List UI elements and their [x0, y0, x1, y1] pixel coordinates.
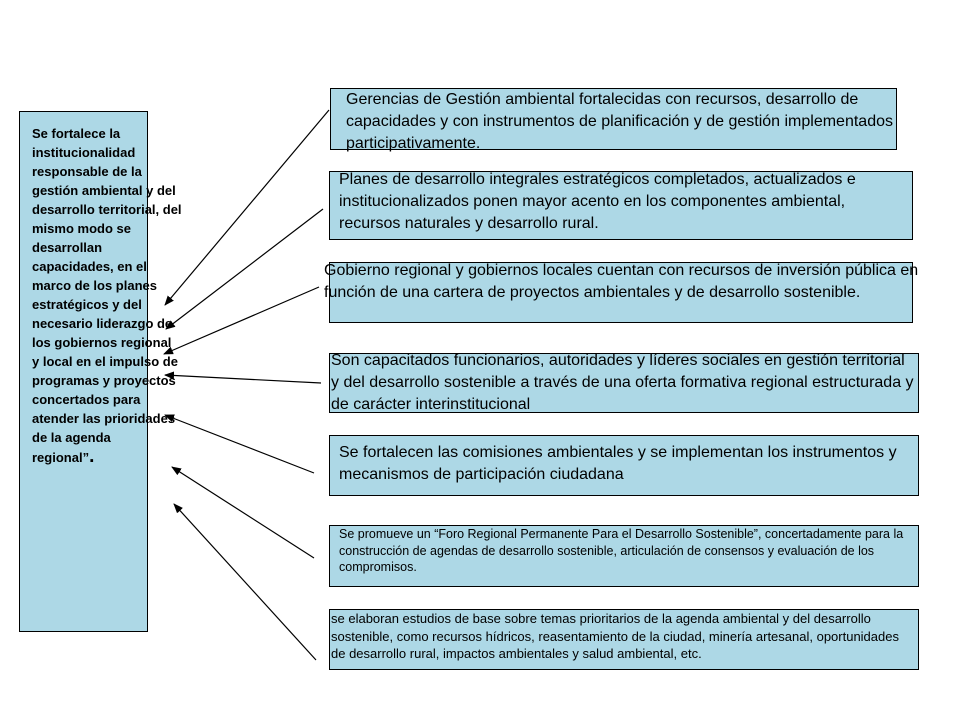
- result-text-5: Se fortalecen las comisiones ambientales y se implementan los instrumentos y mecanismos de participación ciudadana: [339, 444, 897, 483]
- arrow-7: [174, 504, 316, 660]
- central-outcome-period: .: [89, 446, 95, 467]
- arrow-3: [164, 287, 319, 354]
- central-outcome-body: Se fortalece la institucionalidad responsable de la gestión ambiental y del desarrollo territorial, del mismo modo se desarrollan capacidades, en el marco de los planes estratégicos y del necesario liderazgo de los gobiernos regional y local en el impulso de programas y proyectos concertados para atender las prioridades de la agenda: [32, 126, 182, 445]
- result-text-3: Gobierno regional y gobiernos locales cuentan con recursos de inversión pública en función de una cartera de proyectos ambientales y de desarrollo sostenible.: [324, 262, 919, 301]
- result-text-1: Gerencias de Gestión ambiental fortalecidas con recursos, desarrollo de capacidades y con instrumentos de planificación y de gestión implementados participativamente.: [346, 91, 893, 152]
- arrow-2: [166, 209, 323, 329]
- arrow-1: [165, 110, 329, 305]
- result-text-4: Son capacitados funcionarios, autoridades y líderes sociales en gestión territorial y del desarrollo sostenible a través de una oferta formativa regional estructurada y de carácter interinstitucional: [331, 352, 914, 413]
- result-text-7: se elaboran estudios de base sobre temas prioritarios de la agenda ambiental y del desarrollo sostenible, como recursos hídricos, reasentamiento de la ciudad, minería artesanal, oportunidades de desarrollo rural, impactos ambientales y salud ambiental, etc.: [331, 611, 899, 661]
- central-outcome-last-word: regional”: [32, 450, 90, 465]
- arrow-4: [165, 375, 321, 383]
- result-text-2: Planes de desarrollo integrales estratégicos completados, actualizados e institucionalizados ponen mayor acento en los componentes ambiental, recursos naturales y desarrollo rural.: [339, 171, 856, 232]
- arrow-5: [165, 415, 314, 473]
- result-text-6: Se promueve un “Foro Regional Permanente Para el Desarrollo Sostenible”, concertadamente para la construcción de agendas de desarrollo sostenible, articulación de consensos y evaluación de los compromisos.: [339, 527, 904, 574]
- arrow-6: [172, 467, 314, 558]
